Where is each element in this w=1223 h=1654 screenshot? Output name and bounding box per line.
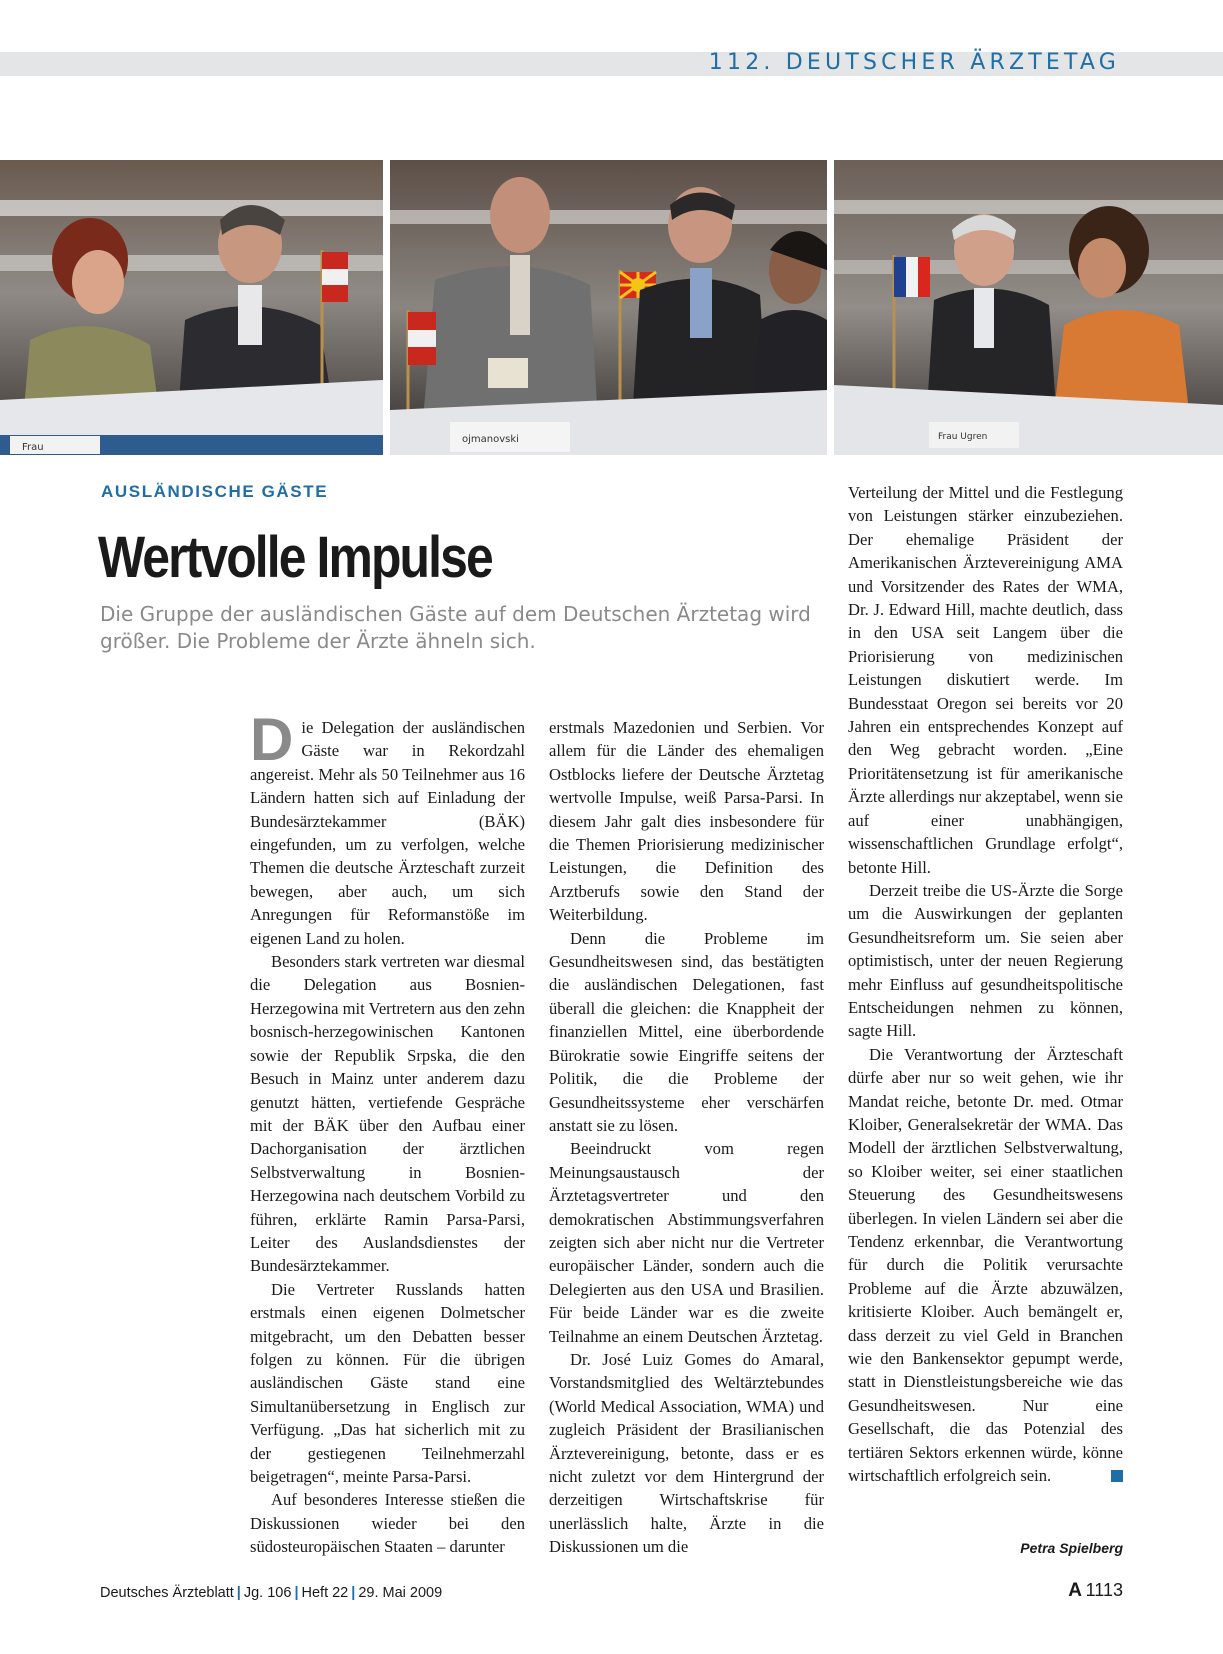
paragraph-text: ie Delegation der ausländischen Gäste war in Rekordzahl angereist. Mehr als 50 Teilnehmer aus 16 Ländern hatten sich auf Einladung der Bundesärztekammer (BÄK) eingefunden, um zu verfolgen, welche Themen die deutsche Ärzteschaft zurzeit bewegen, aber auch, um sich Anregungen für Reformanstöße im eigenen Land zu holen. (250, 718, 525, 948)
photo-delegates-macedonian-flag (390, 160, 827, 455)
photo-delegates-austrian-flag (0, 160, 383, 455)
paragraph (848, 1043, 1123, 1488)
page-prefix: A (1068, 1580, 1083, 1601)
section-title: 112. DEUTSCHER ÄRZTETAG (708, 50, 1120, 75)
page-number-value: 1113 (1085, 1580, 1123, 1600)
volume: Jg. 106 (243, 1585, 292, 1601)
paragraph: Derzeit treibe die US-Ärzte die Sorge um die Auswirkungen der geplanten Gesundheitsreform um. Sie seien aber optimistisch, unter der neuen Regierung mehr Einfluss auf gesundheitspolitische Entscheidungen nehmen zu können, sagte Hill. (848, 880, 1123, 1041)
paragraph: Besonders stark vertreten war diesmal die Delegation aus Bosnien-Herzegowina mit Vertretern aus den zehn bosnisch-herzegowinischen Kantonen sowie der Republik Srpska, die den Besuch in Mainz unter anderem dazu genutzt hätten, vertiefende Gespräche mit der BÄK über den Aufbau einer Dachorganisation der ärztlichen Selbstverwaltung in Bosnien-Herzegowina nach deutschem Vorbild zu führen, erklärte Ramin Parsa-Parsi, Leiter des Auslandsdienstes der Bundesärztekammer. (250, 952, 525, 1276)
article-deck: Die Gruppe der ausländischen Gäste auf dem Deutschen Ärztetag wird größer. Die Probleme der Ärzte ähneln sich. (100, 602, 811, 653)
photo-delegates-french-flag (834, 160, 1223, 455)
separator: | (236, 1585, 241, 1601)
drop-cap: D (250, 706, 294, 773)
article-column-2 (549, 716, 824, 1559)
article-headline: Wertvolle Impulse (98, 525, 492, 590)
name-card-label: Frau Ugren (938, 432, 988, 442)
separator: | (351, 1585, 356, 1601)
paragraph: Verteilung der Mittel und die Festlegung von Leistungen stärker einzubeziehen. Der ehemalige Präsident der Amerikanischen Ärztevereinigung AMA und Vorsitzender des Rates der WMA, Dr. J. Edward Hill, machte deutlich, dass in den USA seit Langem über die Priorisierung von medizinischen Leistungen diskutiert werde. Im Bundesstaat Oregon sei bereits vor 20 Jahren ein entsprechendes Konzept auf den Weg gebracht worden. „Eine Prioritätensetzung ist für amerikanische Ärzte allerdings nur akzeptabel, wenn sie auf einer unabhängigen, wissenschaftlichen Grundlage erfolgt“, betonte Hill. (848, 483, 1123, 877)
paragraph: erstmals Mazedonien und Serbien. Vor allem für die Länder des ehemaligen Ostblocks liefere der Deutsche Ärztetag wertvolle Impulse, weiß Parsa-Parsi. In diesem Jahr galt dies insbesondere für die Themen Priorisierung medizinischer Leistungen, die Definition des Arztberufs sowie den Stand der Weiterbildung. (549, 718, 824, 925)
publication-name: Deutsches Ärzteblatt (100, 1585, 234, 1601)
page-number (1068, 1580, 1123, 1602)
paragraph: Dr. José Luiz Gomes do Amaral, Vorstandsmitglied des Weltärztebundes (World Medical Association, WMA) und zugleich Präsident der Brasilianischen Ärztevereinigung, betonte, dass er es nicht zuletzt vor dem Hintergrund der derzeitigen Wirtschaftskrise für unerlässlich halte, Ärzte in die Diskussionen um die (549, 1349, 824, 1557)
article-kicker: AUSLÄNDISCHE GÄSTE (101, 482, 329, 501)
paragraph: Denn die Probleme im Gesundheitswesen sind, das bestätigten die ausländischen Delegationen, fast überall die gleichen: die Knappheit der finanziellen Mittel, eine überbordende Bürokratie sowie Eingriffe seitens der Politik, die die Probleme der Gesundheitssysteme eher verschärfen anstatt sie zu lösen. (549, 928, 824, 1135)
paragraph: Beeindruckt vom regen Meinungsaustausch der Ärztetagsvertreter und den demokratischen Abstimmungsverfahren zeigten sich aber nicht nur die Vertreter europäischer Länder, sondern auch die Delegierten aus den USA und Brasilien. Für beide Länder war es die zweite Teilnahme an einem Deutschen Ärztetag. (549, 1139, 824, 1346)
article-column-3 (848, 481, 1123, 1487)
end-mark-icon (1111, 1470, 1123, 1482)
name-card-label: ojmanovski (462, 434, 519, 445)
footer-citation (100, 1585, 442, 1601)
article-column-1 (250, 706, 525, 1559)
paragraph-text: Die Verantwortung der Ärzteschaft dürfe aber nur so weit gehen, wie ihr Mandat reiche, betonte Dr. med. Otmar Kloiber, Generalsekretär der WMA. Das Modell der ärztlichen Selbstverwaltung, so Kloiber weiter, sei einer staatlichen Steuerung des Gesundheitswesens überlegen. In vielen Ländern sei aber die Tendenz erkennbar, die Verantwortung für durch die Politik verursachte Probleme auf die Ärzte abzuwälzen, kritisierte Kloiber. Auch bemängelt er, dass derzeit zu viel Geld in Branchen wie den Bankensektor gepumpt werde, statt in Dienstleistungsbereiche wie das Gesundheitswesen. Nur eine Gesellschaft, die das Potenzial des tertiären Sektors erkennen würde, könne wirtschaftlich erfolgreich sein. (848, 1044, 1123, 1486)
issue: Heft 22 (301, 1585, 349, 1601)
paragraph: Auf besonderes Interesse stießen die Diskussionen wieder bei den südosteuropäischen Staaten – darunter (250, 1490, 525, 1557)
name-card-label: Frau (22, 442, 44, 453)
paragraph (250, 706, 525, 950)
issue-date: 29. Mai 2009 (358, 1585, 443, 1601)
paragraph: Die Vertreter Russlands hatten erstmals einen eigenen Dolmetscher mitgebracht, um den Debatten besser folgen zu können. Für die übrigen ausländischen Gäste stand eine Simultanübersetzung in Englisch zur Verfügung. „Das hat sicherlich mit zu der gestiegenen Teilnehmerzahl beigetragen“, meinte Parsa-Parsi. (250, 1279, 525, 1486)
author-byline: Petra Spielberg (1020, 1540, 1123, 1556)
separator: | (294, 1585, 299, 1601)
